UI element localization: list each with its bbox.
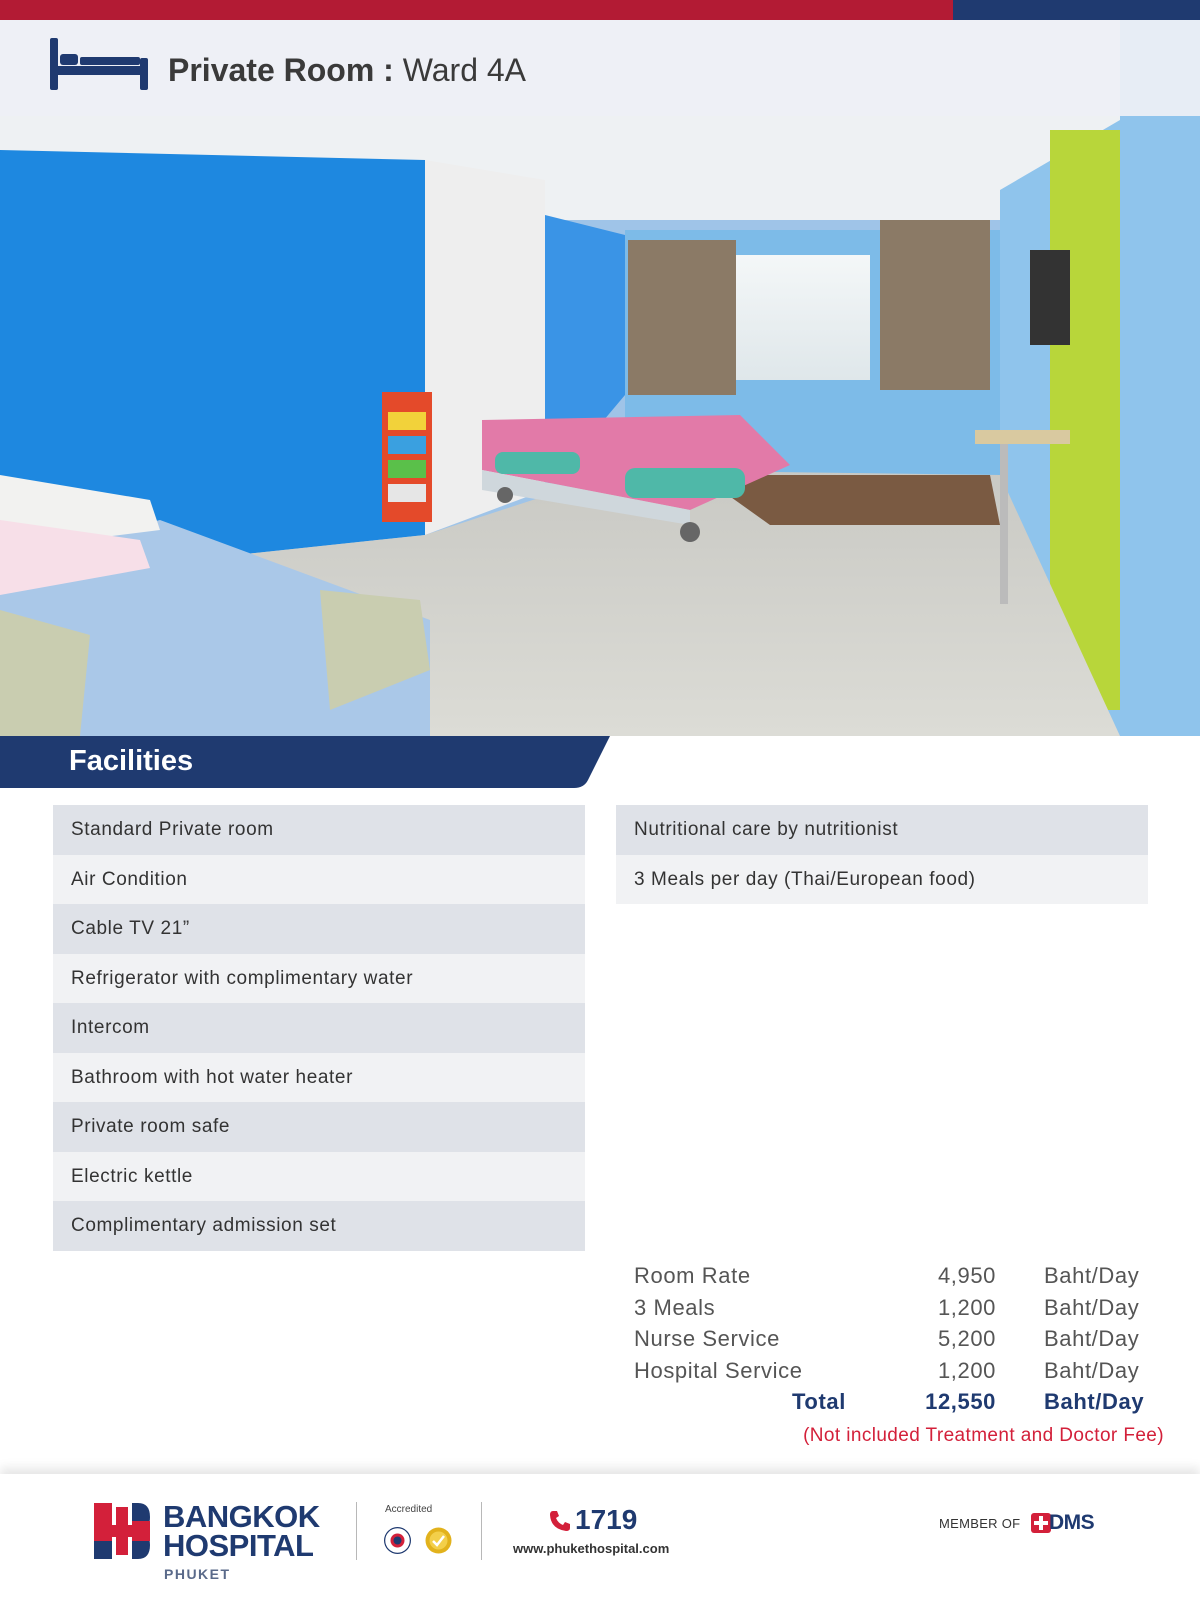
rate-row-nurse — [634, 1326, 1174, 1358]
hospital-cross-logo-icon — [94, 1503, 150, 1559]
rate-row-hospital — [634, 1358, 1174, 1390]
rate-name: Room Rate — [634, 1263, 751, 1288]
page-title-bold: Private Room : — [168, 52, 394, 88]
accredited-label: Accredited — [385, 1504, 433, 1515]
total-amount: 12,550 — [925, 1389, 996, 1414]
footer-divider — [481, 1502, 482, 1560]
facility-item: Cable TV 21” — [53, 904, 585, 954]
facility-item: Refrigerator with complimentary water — [53, 954, 585, 1004]
top-color-bar — [0, 0, 1200, 20]
brand-name-line1: BANGKOK — [163, 1499, 320, 1534]
rate-amount: 1,200 — [937, 1294, 996, 1320]
total-label: Total — [792, 1389, 846, 1414]
facility-item: 3 Meals per day (Thai/European food) — [616, 855, 1148, 905]
rate-amount: 1,200 — [937, 1357, 996, 1383]
facility-item: Air Condition — [53, 855, 585, 905]
facilities-banner — [0, 736, 610, 788]
brand-location: PHUKET — [164, 1566, 231, 1582]
phone-icon — [548, 1509, 572, 1533]
member-of-label: MEMBER OF — [939, 1516, 1021, 1531]
rate-unit: Baht/Day — [1044, 1263, 1140, 1288]
page-title-ward: Ward 4A — [402, 52, 527, 88]
bed-icon — [50, 38, 148, 90]
top-bar-red — [0, 0, 953, 20]
rate-unit: Baht/Day — [1044, 1326, 1140, 1351]
brand-name-line2: HOSPITAL — [163, 1528, 314, 1563]
title-band — [0, 20, 1200, 116]
room-illustration — [0, 20, 1200, 736]
accreditation-seal-icon — [384, 1527, 411, 1554]
total-unit: Baht/Day — [1044, 1389, 1145, 1414]
rate-amount: 5,200 — [937, 1326, 996, 1351]
facility-item: Private room safe — [53, 1102, 585, 1152]
bdms-logo-text: DMS — [1049, 1511, 1095, 1534]
rate-name: 3 Meals — [634, 1294, 716, 1320]
footer-divider — [356, 1502, 357, 1560]
fee-note: (Not included Treatment and Doctor Fee) — [803, 1425, 1164, 1446]
facility-item: Complimentary admission set — [53, 1201, 585, 1251]
facilities-list-left — [53, 805, 585, 1251]
gold-seal-icon — [425, 1527, 452, 1554]
rate-name: Hospital Service — [634, 1357, 803, 1383]
footer — [0, 1474, 1200, 1600]
rate-unit: Baht/Day — [1044, 1357, 1140, 1383]
bdms-cross-icon — [1031, 1513, 1051, 1533]
facilities-heading: Facilities — [69, 745, 194, 777]
rate-name: Nurse Service — [634, 1326, 780, 1351]
facility-item: Electric kettle — [53, 1152, 585, 1202]
hospital-room-photo — [0, 20, 1200, 736]
page-title — [168, 52, 526, 89]
rate-table — [634, 1263, 1174, 1446]
facility-item: Nutritional care by nutritionist — [616, 805, 1148, 855]
facility-item: Bathroom with hot water heater — [53, 1053, 585, 1103]
rate-unit: Baht/Day — [1044, 1294, 1140, 1320]
facilities-list-right — [616, 805, 1148, 904]
facility-item: Standard Private room — [53, 805, 585, 855]
rate-row-total — [634, 1389, 1174, 1421]
rate-row-meals — [634, 1295, 1174, 1327]
website-link[interactable]: www.phukethospital.com — [513, 1541, 670, 1556]
hotline-number: 1719 — [575, 1504, 638, 1535]
rate-row-room — [634, 1263, 1174, 1295]
facility-item: Intercom — [53, 1003, 585, 1053]
top-bar-blue — [953, 0, 1200, 20]
rate-amount: 4,950 — [937, 1263, 996, 1288]
